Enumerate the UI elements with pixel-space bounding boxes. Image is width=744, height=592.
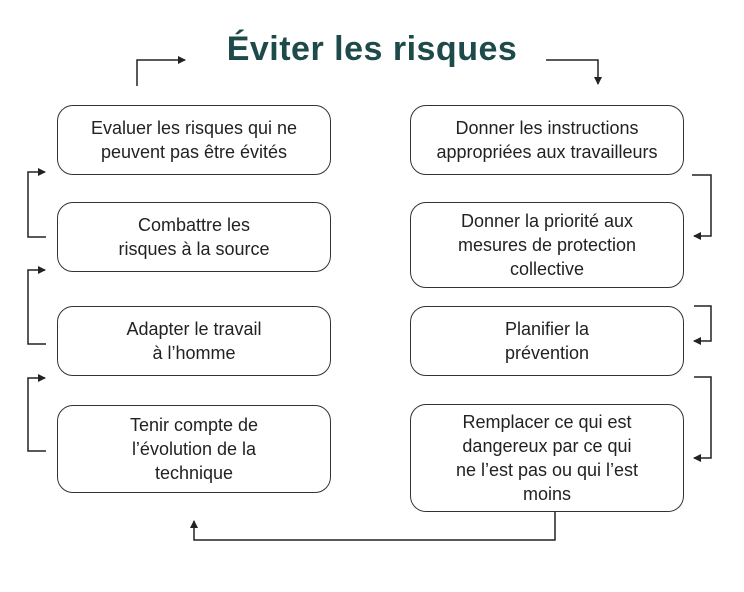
box-label: Donner les instructions appropriées aux travailleurs	[436, 118, 658, 162]
box-label: Combattre les risques à la source	[118, 215, 270, 259]
arrow-right-3	[694, 377, 711, 458]
arrow-right-2	[694, 306, 711, 341]
arrow-left-1	[28, 378, 46, 451]
box-label: Adapter le travail à l’homme	[126, 319, 262, 363]
arrow-title-right	[546, 60, 598, 84]
arrow-title-left	[137, 60, 185, 86]
box-label: Tenir compte de l’évolution de la technique	[129, 415, 259, 483]
arrow-left-2	[28, 270, 46, 344]
box-label: Evaluer les risques qui ne peuvent pas être évités	[90, 118, 298, 162]
box-label: Donner la priorité aux mesures de protection collective	[457, 211, 637, 279]
box-label: Planifier la prévention	[504, 319, 590, 363]
arrow-bottom	[194, 512, 555, 540]
box-label: Remplacer ce qui est dangereux par ce qui ne l’est pas ou qui l’est moins	[455, 412, 639, 504]
arrow-left-3	[28, 172, 46, 237]
arrow-right-1	[692, 175, 711, 236]
diagram-title: Éviter les risques	[226, 30, 518, 68]
